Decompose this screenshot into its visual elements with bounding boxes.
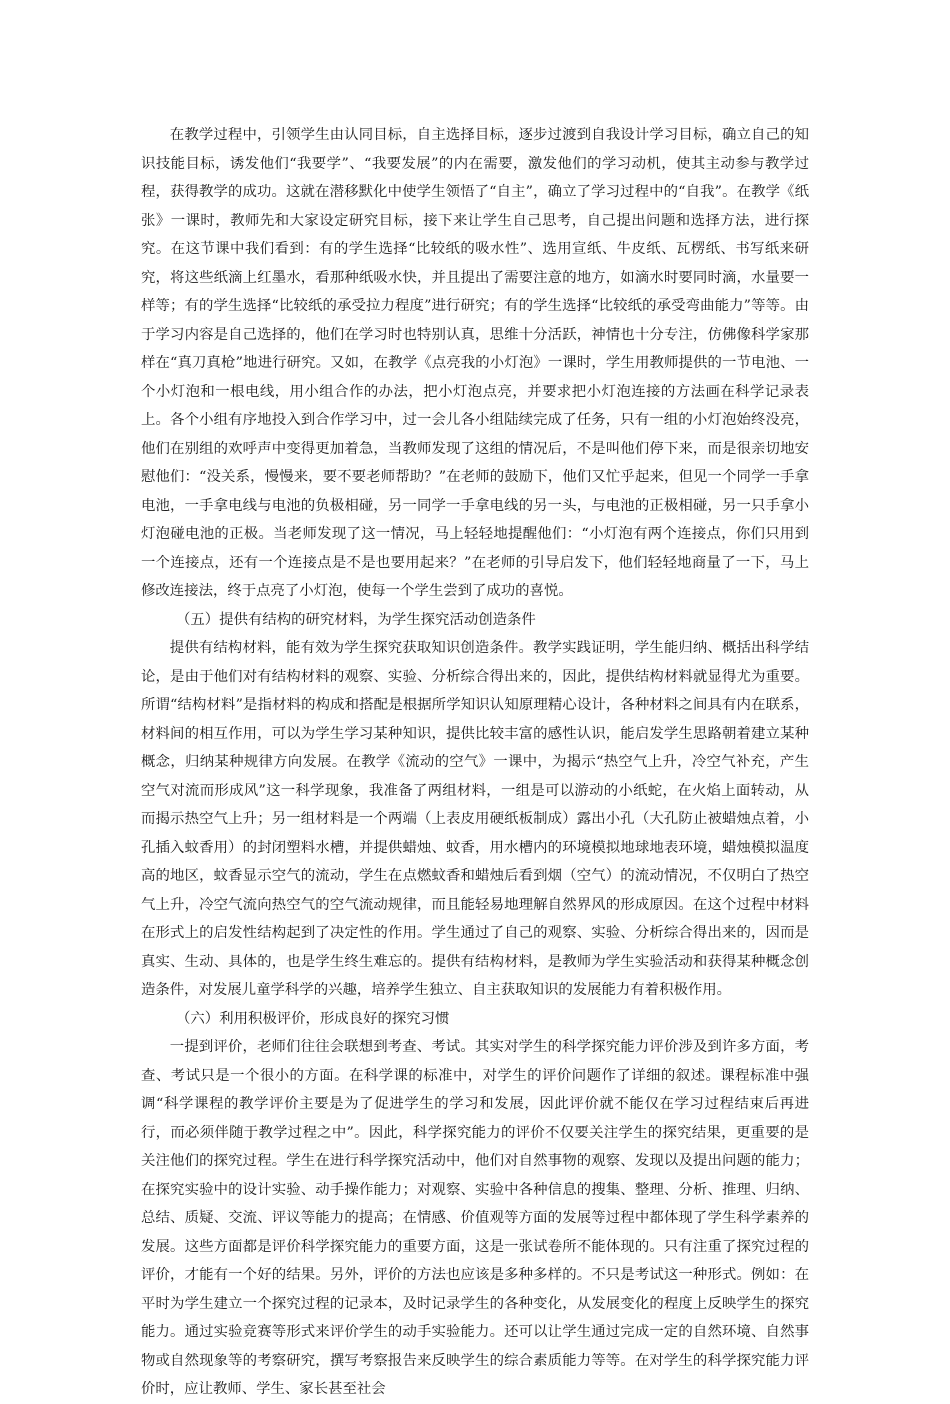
body-paragraph: 在教学过程中，引领学生由认同目标，自主选择目标，逐步过渡到自我设计学习目标，确立自己的知识技能目标，诱发他们“我要学”、“我要发展”的内在需要，激发他们的学习动机，使其主动参与教学过程，获得教学的成功。这就在潜移默化中使学生领悟了“自主”，确立了学习过程中的“自我”。在教学《纸张》一课时，教师先和大家设定研究目标，接下来让学生自己思考，自己提出问题和选择方法，进行探究。在这节课中我们看到：有的学生选择“比较纸的吸水性”、选用宣纸、牛皮纸、瓦楞纸、书写纸来研究，将这些纸滴上红墨水，看那种纸吸水快，并且提出了需要注意的地方，如滴水时要同时滴，水量要一样等；有的学生选择“比较纸的承受拉力程度”进行研究；有的学生选择“比较纸的承受弯曲能力”等等。由于学习内容是自己选择的，他们在学习时也特别认真，思维十分活跃，神情也十分专注，仿佛像科学家那样在“真刀真枪”地进行研究。又如，在教学《点亮我的小灯泡》一课时，学生用教师提供的一节电池、一个小灯泡和一根电线，用小组合作的办法，把小灯泡点亮，并要求把小灯泡连接的方法画在科学记录表上。各个小组有序地投入到合作学习中，过一会儿各小组陆续完成了任务，只有一组的小灯泡始终没亮，他们在别组的欢呼声中变得更加着急，当教师发现了这组的情况后，不是叫他们停下来，而是很亲切地安慰他们：“没关系，慢慢来，要不要老师帮助？”在老师的鼓励下，他们又忙乎起来，但见一个同学一手拿电池，一手拿电线与电池的负极相碰，另一同学一手拿电线的另一头，与电池的正极相碰，另一只手拿小灯泡碰电池的正极。当老师发现了这一情况，马上轻轻地提醒他们：“小灯泡有两个连接点，你们只用到一个连接点，还有一个连接点是不是也要用起来？”在老师的引导启发下，他们轻轻地商量了一下，马上修改连接法，终于点亮了小灯泡，使每一个学生尝到了成功的喜悦。 (141, 127, 809, 599)
section-heading: （五）提供有结构的研究材料，为学生探究活动创造条件 (176, 611, 536, 628)
section-heading: （六）利用积极评价，形成良好的探究习惯 (176, 1010, 450, 1027)
document-page (141, 121, 809, 1404)
body-paragraph: 提供有结构材料，能有效为学生探究获取知识创造条件。教学实践证明，学生能归纳、概括出科学结论，是由于他们对有结构材料的观察、实验、分析综合得出来的，因此，提供结构材料就显得尤为重要。所谓“结构材料”是指材料的构成和搭配是根据所学知识认知原理精心设计，各种材料之间具有内在联系，材料间的相互作用，可以为学生学习某种知识，提供比较丰富的感性认识，能启发学生思路朝着建立某种概念，归纳某种规律方向发展。在教学《流动的空气》一课中，为揭示“热空气上升，冷空气补充，产生空气对流而形成风”这一科学现象，我准备了两组材料，一组是可以游动的小纸蛇，在火焰上面转动，从而揭示热空气上升；另一组材料是一个两端（上表皮用硬纸板制成）露出小孔（大孔防止被蜡烛点着，小孔插入蚊香用）的封闭塑料水槽，并提供蜡烛、蚊香，用水槽内的环境模拟地球地表环境，蜡烛模拟温度高的地区，蚊香显示空气的流动，学生在点燃蚊香和蜡烛后看到烟（空气）的流动情况，不仅明白了热空气上升，冷空气流向热空气的空气流动规律，而且能轻易地理解自然界风的形成原因。在这个过程中材料在形式上的启发性结构起到了决定性的作用。学生通过了自己的观察、实验、分析综合得出来的，因而是真实、生动、具体的，也是学生终生难忘的。提供有结构材料，是教师为学生实验活动和获得某种概念创造条件，对发展儿童学科学的兴趣，培养学生独立、自主获取知识的发展能力有着积极作用。 (141, 640, 809, 998)
body-paragraph: 一提到评价，老师们往往会联想到考查、考试。其实对学生的科学探究能力评价涉及到许多方面，考查、考试只是一个很小的方面。在科学课的标准中，对学生的评价问题作了详细的叙述。课程标准中强调“科学课程的教学评价主要是为了促进学生的学习和发展，因此评价就不能仅在学习过程结束后再进行，而必须伴随于教学过程之中”。因此，科学探究能力的评价不仅要关注学生的探究结果，更重要的是关注他们的探究过程。学生在进行科学探究活动中，他们对自然事物的观察、发现以及提出问题的能力；在探究实验中的设计实验、动手操作能力；对观察、实验中各种信息的搜集、整理、分析、推理、归纳、总结、质疑、交流、评议等能力的提高；在情感、价值观等方面的发展等过程中都体现了学生科学素养的发展。这些方面都是评价科学探究能力的重要方面，这是一张试卷所不能体现的。只有注重了探究过程的评价，才能有一个好的结果。另外，评价的方法也应该是多种多样的。不只是考试这一种形式。例如：在平时为学生建立一个探究过程的记录本，及时记录学生的各种变化，从发展变化的程度上反映学生的探究能力。通过实验竞赛等形式来评价学生的动手实验能力。还可以让学生通过完成一定的自然环境、自然事物或自然现象等的考察研究，撰写考察报告来反映学生的综合素质能力等等。在对学生的科学探究能力评价时，应让教师、学生、家长甚至社会 (141, 1039, 809, 1397)
